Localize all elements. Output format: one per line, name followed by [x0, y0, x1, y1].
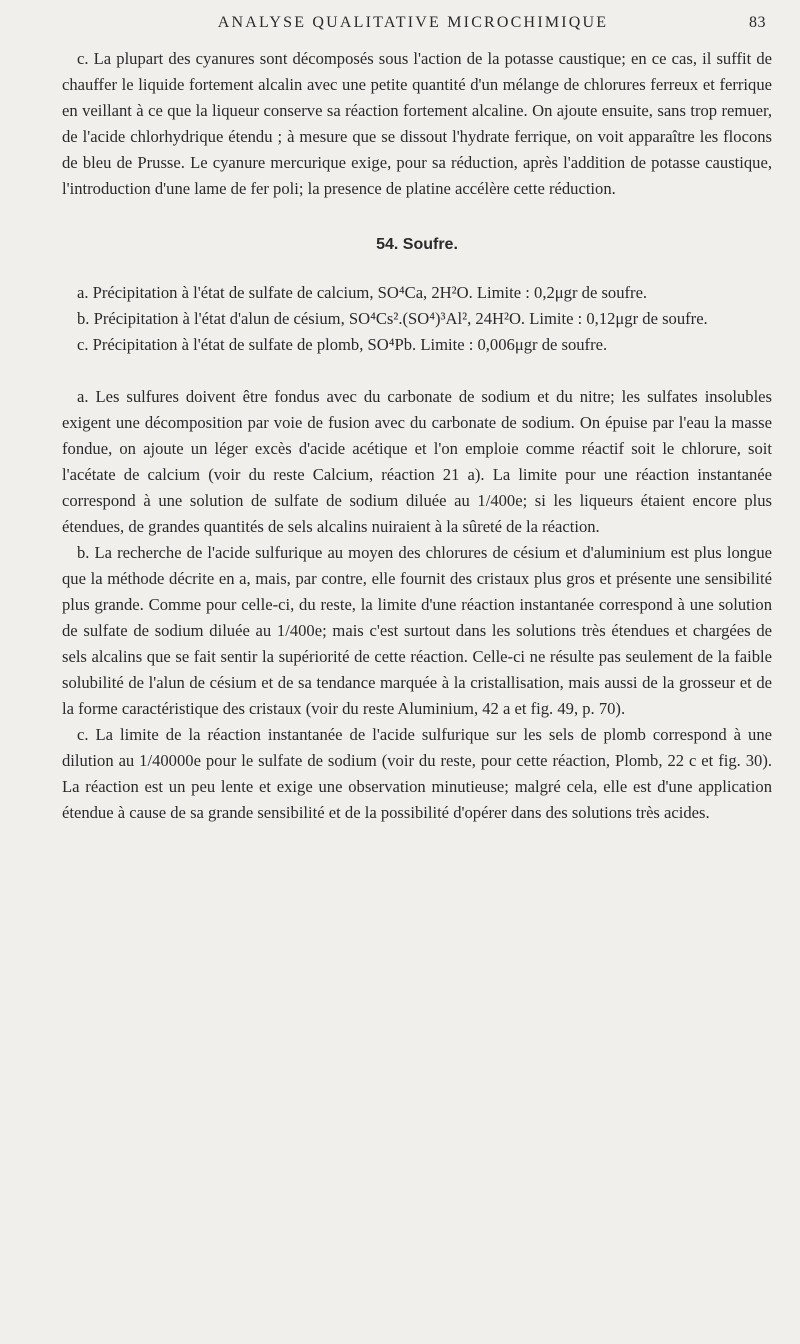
note-paragraph-c: c. La limite de la réaction instantanée de l'acide sulfurique sur les sels de plomb correspond à une dilution au 1/40000e pour le sulfate de sodium (voir du reste, pour cette réaction, Plomb, 22 c et fig. 30). La réaction est un peu lente et exige une observation minutieuse; malgré cela, elle est d'une application étendue à cause de sa grande sensibilité et de la possibilité d'opérer dans des solutions très acides.	[62, 725, 772, 822]
reaction-item-c: c. Précipitation à l'état de sulfate de plomb, SO⁴Pb. Limite : 0,006μgr de soufre.	[77, 335, 608, 354]
reaction-item-a: a. Précipitation à l'état de sulfate de calcium, SO⁴Ca, 2H²O. Limite : 0,2μgr de soufre.	[77, 283, 648, 302]
notes-section	[62, 384, 772, 826]
note-paragraph-a: a. Les sulfures doivent être fondus avec du carbonate de sodium et du nitre; les sulfates insolubles exigent une décomposition par voie de fusion avec du carbonate de sodium. On épuise par l'eau la masse fondue, on ajoute un léger excès d'acide acétique et l'on emploie comme réactif soit le chlorure, soit l'acétate de calcium (voir du reste Calcium, réaction 21 a). La limite pour une réaction instantanée correspond à une solution de sulfate de sodium diluée au 1/400e; si les liqueurs étaient encore plus étendues, de grandes quantités de sels alcalins nuiraient à la sûreté de la réaction.	[62, 387, 772, 536]
reaction-item-b: b. Précipitation à l'état d'alun de césium, SO⁴Cs².(SO⁴)³Al², 24H²O. Limite : 0,12μgr de soufre.	[77, 309, 708, 328]
section-title: 54. Soufre.	[376, 236, 458, 253]
running-head	[60, 14, 766, 40]
page-number: 83	[749, 14, 766, 31]
reaction-list	[62, 280, 772, 358]
page-body	[62, 46, 772, 826]
paragraph-cyanures: c. La plupart des cyanures sont décomposés sous l'action de la potasse caustique; en ce cas, il suffit de chauffer le liquide fortement alcalin avec une petite quantité d'un mélange de chlorures ferreux et ferrique en veillant à ce que la liqueur conserve sa réaction fortement alcaline. On ajoute ensuite, sans trop remuer, de l'acide chlorhydrique étendu ; à mesure que se dissout l'hydrate ferrique, on voit apparaître les flocons de bleu de Prusse. Le cyanure mercurique exige, pour sa réduction, après l'addition de potasse caustique, l'introduction d'une lame de fer poli; la presence de platine accélère cette réduction.	[62, 49, 772, 198]
running-title: ANALYSE QUALITATIVE MICROCHIMIQUE	[217, 14, 609, 31]
note-paragraph-b: b. La recherche de l'acide sulfurique au moyen des chlorures de césium et d'aluminium est plus longue que la méthode décrite en a, mais, par contre, elle fournit des cristaux plus gros et présente une sensibilité plus grande. Comme pour celle-ci, du reste, la limite d'une réaction instantanée correspond à une solution de sulfate de sodium diluée au 1/400e; mais c'est surtout dans les solutions très étendues et chargées de sels alcalins que se fait sentir la supériorité de cette réaction. Celle-ci ne résulte pas seulement de la faible solubilité de l'alun de césium et de sa tendance marquée à la cristallisation, mais aussi de la grosseur et de la forme caractéristique des cristaux (voir du reste Aluminium, 42 a et fig. 49, p. 70).	[62, 543, 772, 718]
